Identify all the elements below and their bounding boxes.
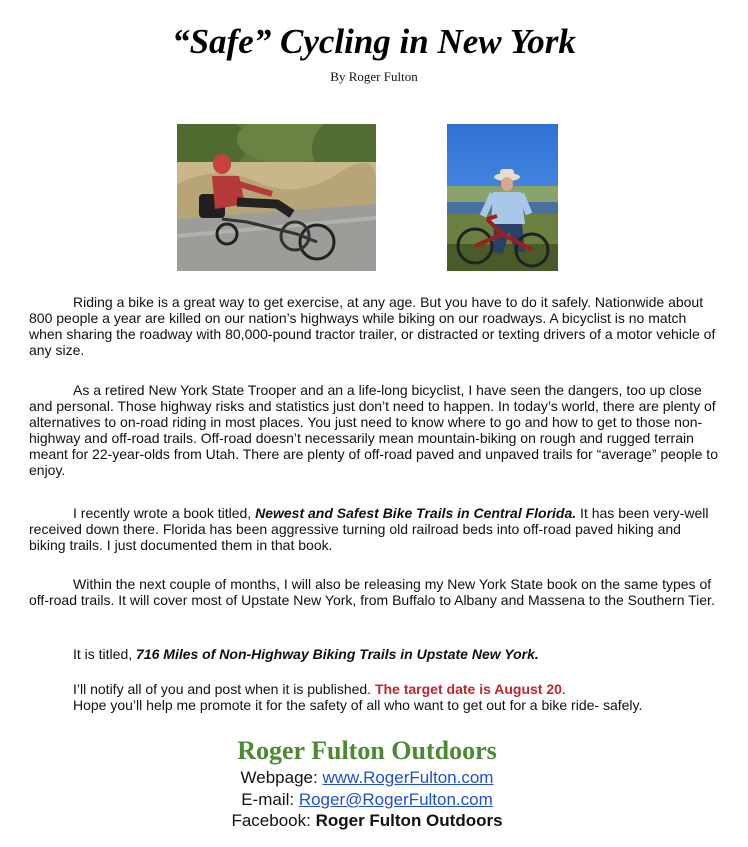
footer-webpage xyxy=(0,767,734,789)
facebook-label: Facebook: xyxy=(231,811,316,830)
webpage-label: Webpage: xyxy=(240,768,323,787)
paragraph-promote: Hope you’ll help me promote it for the safety of all who want to get out for a bike ride- safely. xyxy=(73,697,643,713)
paragraph-new-york-book: Within the next couple of months, I will also be releasing my New York State book on the same types of off-road trails. It will cover most of Upstate New York, from Buffalo to Albany and Massena to the Southern Tier. xyxy=(29,576,715,608)
paragraph-title-announce xyxy=(29,646,719,662)
article-body-5 xyxy=(29,646,719,662)
new-york-book-title: 716 Miles of Non-Highway Biking Trails in Upstate New York. xyxy=(136,646,539,662)
paragraph-notify xyxy=(29,681,719,697)
paragraph-notify-end: . xyxy=(561,681,566,697)
email-link[interactable]: Roger@RogerFulton.com xyxy=(298,790,493,809)
paragraph-notify-start: I’ll notify all of you and post when it is published. xyxy=(73,681,375,697)
webpage-link[interactable]: www.RogerFulton.com xyxy=(322,768,494,787)
paragraph-florida-book-end: It has been very-well received down there. Florida has been aggressive turning old railroad beds into off-road paved hiking and biking trails. I just documented them in that book. xyxy=(29,505,709,553)
florida-book-title: Newest and Safest Bike Trails in Central Florida. xyxy=(255,505,577,521)
paragraph-florida-book-start: I recently wrote a book titled, xyxy=(73,505,256,521)
article-body-3 xyxy=(29,505,719,553)
article-body xyxy=(29,294,719,358)
footer-brand: Roger Fulton Outdoors xyxy=(237,736,497,765)
article-body-2 xyxy=(29,382,719,478)
target-date-highlight: The target date is August 20 xyxy=(374,681,562,697)
paragraph-intro: Riding a bike is a great way to get exercise, at any age. But you have to do it safely. Nationwide about 800 people a year are killed on our nation’s highways while biking on our roadways. A bicyclist is no match when sharing the roadway with 80,000-pound tractor trailer, or distracted or texting drivers of a motor vehicle of any size. xyxy=(29,294,716,358)
article-body-6 xyxy=(29,681,719,713)
footer-email xyxy=(0,789,734,811)
footer-facebook xyxy=(0,810,734,832)
recumbent-trike-rider-photo xyxy=(177,124,376,271)
paragraph-florida-book xyxy=(29,505,719,553)
bike-rider-marsh-photo xyxy=(447,124,558,271)
paragraph-trooper: As a retired New York State Trooper and an a life-long bicyclist, I have seen the dangers, too up close and personal. Those highway risks and statistics just don’t need to happen. In today’s world, there are plenty of alternatives to on-road riding in most places. You just need to know where to go and how to get to those non-highway and off-road trails. Off-road doesn’t necessarily mean mountain-biking on rough and rugged terrain meant for 22-year-olds from Utah. There are plenty of off-road paved and unpaved trails for “average” people to enjoy. xyxy=(29,382,718,478)
byline: By Roger Fulton xyxy=(330,69,418,84)
facebook-value: Roger Fulton Outdoors xyxy=(315,811,503,830)
document-title: “Safe” Cycling in New York xyxy=(172,22,576,61)
article-body-4 xyxy=(29,576,719,608)
email-label: E-mail: xyxy=(241,790,299,809)
paragraph-title-announce-start: It is titled, xyxy=(73,646,137,662)
